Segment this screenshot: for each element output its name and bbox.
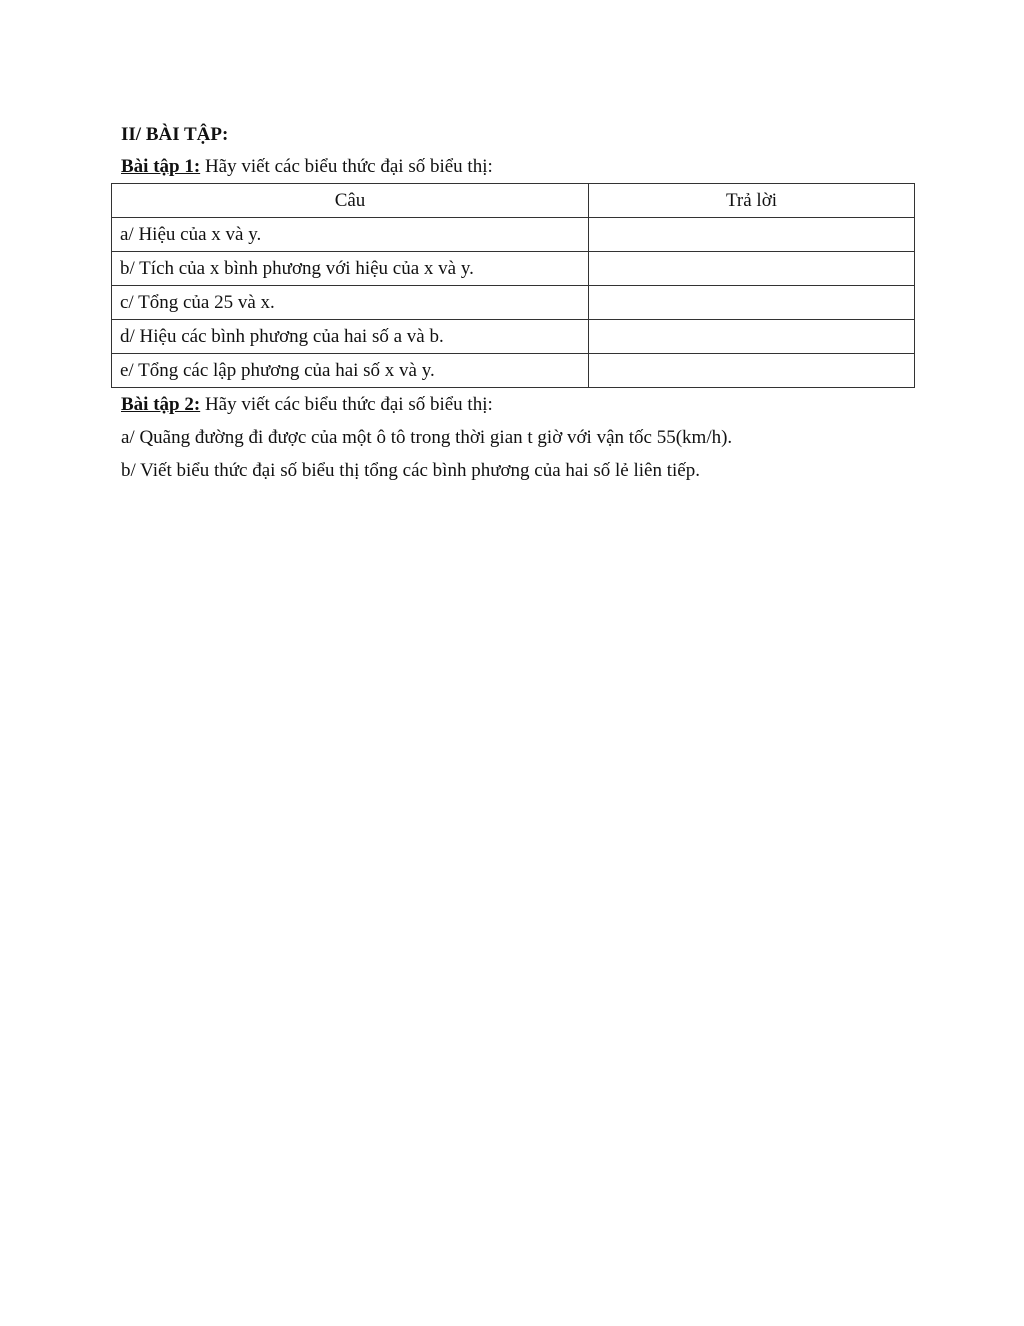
question-cell: d/ Hiệu các bình phương của hai số a và b. bbox=[112, 320, 589, 354]
answer-cell[interactable] bbox=[589, 320, 915, 354]
exercise-2-prompt: Hãy viết các biểu thức đại số biểu thị: bbox=[200, 394, 493, 415]
exercise-2-label: Bài tập 2: bbox=[121, 394, 201, 415]
exercise-1-title bbox=[121, 150, 921, 183]
question-cell: e/ Tổng các lập phương của hai số x và y. bbox=[112, 354, 589, 388]
exercise-1-prompt: Hãy viết các biểu thức đại số biểu thị: bbox=[200, 156, 493, 177]
exercise-1-table bbox=[111, 183, 915, 388]
exercise-2-item-b: b/ Viết biểu thức đại số biểu thị tổng các bình phương của hai số lẻ liên tiếp. bbox=[121, 460, 700, 481]
header-question: Câu bbox=[112, 184, 589, 218]
section-heading: II/ BÀI TẬP: bbox=[121, 124, 229, 145]
table-row bbox=[112, 252, 915, 286]
header-answer: Trả lời bbox=[589, 184, 915, 218]
table-header-row bbox=[112, 184, 915, 218]
exercise-2-title bbox=[121, 388, 921, 421]
answer-cell[interactable] bbox=[589, 218, 915, 252]
question-cell: c/ Tổng của 25 và x. bbox=[112, 286, 589, 320]
answer-cell[interactable] bbox=[589, 354, 915, 388]
document-content bbox=[121, 120, 921, 487]
answer-cell[interactable] bbox=[589, 286, 915, 320]
table-row bbox=[112, 354, 915, 388]
exercise-1-label: Bài tập 1: bbox=[121, 156, 201, 177]
exercise-2-item-a: a/ Quãng đường đi được của một ô tô trong thời gian t giờ với vận tốc 55(km/h). bbox=[121, 427, 733, 448]
question-cell: b/ Tích của x bình phương với hiệu của x và y. bbox=[112, 252, 589, 286]
table-row bbox=[112, 286, 915, 320]
table-row bbox=[112, 218, 915, 252]
question-cell: a/ Hiệu của x và y. bbox=[112, 218, 589, 252]
table-row bbox=[112, 320, 915, 354]
answer-cell[interactable] bbox=[589, 252, 915, 286]
